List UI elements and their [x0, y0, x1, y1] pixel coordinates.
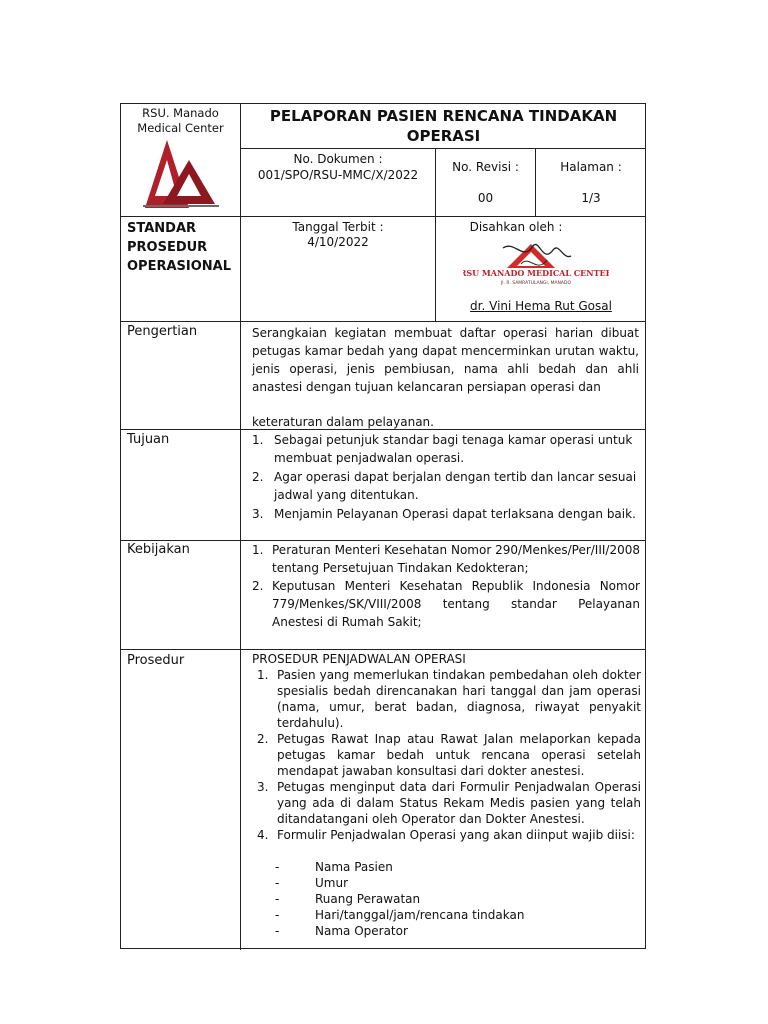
prosedur-heading: PROSEDUR PENJADWALAN OPERASI [252, 652, 466, 666]
document-number-label: No. Dokumen : [293, 152, 383, 166]
revision-label: No. Revisi : [452, 160, 519, 174]
sop-document [120, 103, 646, 949]
list-item: 1. Pasien yang memerlukan tindakan pembedahan oleh dokter spesialis bedah direncanakan hari tanggal dan jam operasi (nama, umur, berat badan, diagnosa, riwayat penyakit terdahulu). [257, 668, 641, 730]
row-divider [121, 216, 646, 217]
list-item: 3. Menjamin Pelayanan Operasi dapat terlaksana dengan baik. [252, 507, 636, 521]
stamp-text: RSU MANADO MEDICAL CENTER [463, 268, 609, 278]
list-item: 1. Peraturan Menteri Kesehatan Nomor 290/Menkes/Per/III/2008 tentang Persetujuan Tindakan Kedokteran; [252, 543, 640, 575]
row-divider [121, 649, 646, 650]
pengertian-text-tail: keteraturan dalam pelayanan. [252, 415, 434, 429]
list-item: - Umur [275, 876, 349, 890]
kebijakan-list [252, 541, 640, 631]
page-label: Halaman : [560, 160, 622, 174]
stamp-subtext: Jl. R. SAMRATULANGI, MANADO [500, 281, 572, 286]
revision-value: 00 [477, 191, 494, 205]
list-item: 4. Formulir Penjadwalan Operasi yang akan diinput wajib diisi: [257, 828, 635, 842]
document-title: PELAPORAN PASIEN RENCANA TINDAKAN OPERASI [269, 107, 618, 145]
row-divider [240, 148, 646, 149]
row-divider [121, 321, 646, 322]
prosedur-list [257, 667, 641, 843]
list-item: - Nama Pasien [275, 860, 393, 874]
hospital-logo [141, 138, 221, 208]
sop-label: STANDAR PROSEDUR OPERASIONAL [127, 221, 232, 274]
page-value: 1/3 [581, 191, 601, 205]
list-item: 3. Petugas menginput data dari Formulir Penjadwalan Operasi yang ada di dalam Status Rekam Medis pasien yang telah ditandatangani oleh Operator dan Dokter Anestesi. [257, 780, 641, 826]
pengertian-text: Serangkaian kegiatan membuat daftar operasi harian dibuat petugas kamar bedah yang dapat mencerminkan urutan waktu, jenis operasi, jenis pembiusan, nama ahli bedah dan ahli anastesi dengan tujuan kelancaran persiapan operasi dan [252, 326, 639, 394]
issued-date-label: Tanggal Terbit : [292, 220, 384, 234]
section-label-tujuan: Tujuan [127, 432, 170, 447]
list-item: - Ruang Perawatan [275, 892, 421, 906]
issued-date-value: 4/10/2022 [307, 235, 369, 249]
list-item: - Hari/tanggal/jam/rencana tindakan [275, 908, 525, 922]
section-label-pengertian: Pengertian [127, 324, 198, 339]
list-item: 2. Keputusan Menteri Kesehatan Republik Indonesia Nomor 779/Menkes/SK/VIII/2008 tentang standar Pelayanan Anestesi di Rumah Sakit; [252, 579, 640, 629]
list-item: - Nama Operator [275, 924, 408, 938]
approved-by-label: Disahkan oleh : [469, 220, 563, 234]
section-label-prosedur: Prosedur [127, 653, 185, 668]
hospital-name: RSU. Manado Medical Center [137, 106, 224, 135]
list-item: 2. Agar operasi dapat berjalan dengan tertib dan lancar sesuai jadwal yang ditentukan. [252, 470, 637, 502]
list-item: 1. Sebagai petunjuk standar bagi tenaga kamar operasi untuk membuat penjadwalan operasi. [252, 433, 633, 465]
required-fields-list [275, 859, 635, 939]
approver-name: dr. Vini Hema Rut Gosal [470, 299, 612, 313]
approval-stamp [463, 238, 609, 286]
document-number-value: 001/SPO/RSU-MMC/X/2022 [257, 168, 419, 182]
section-label-kebijakan: Kebijakan [127, 542, 190, 557]
list-item: 2. Petugas Rawat Inap atau Rawat Jalan melaporkan kepada petugas kamar bedah untuk rencana operasi setelah mendapat jawaban konsultasi dari dokter anestesi. [257, 732, 641, 778]
tujuan-list [252, 431, 642, 523]
